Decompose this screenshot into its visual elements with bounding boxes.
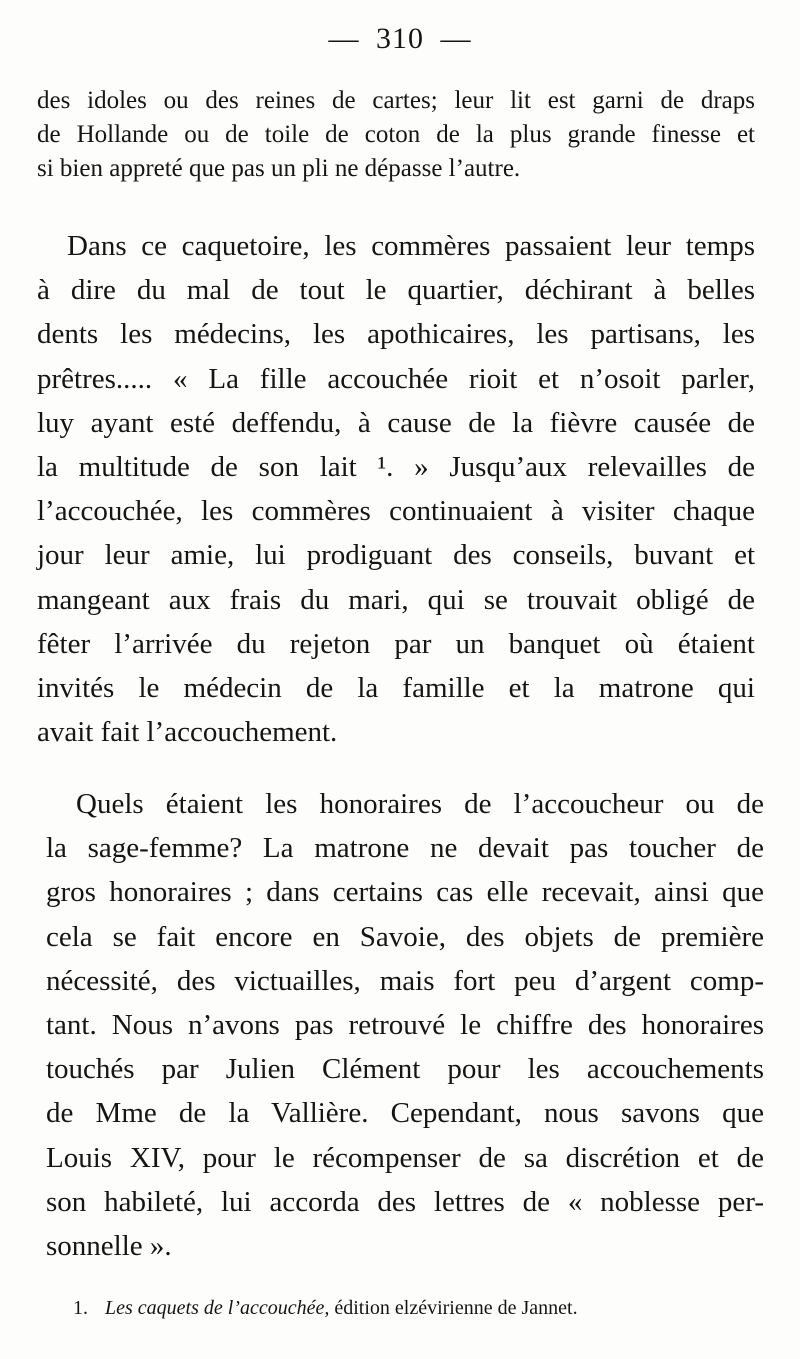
header-dash-right: — bbox=[440, 22, 472, 55]
text-line: mangeant aux frais du mari, qui se trouvait obligé de bbox=[37, 583, 755, 616]
text-line: son habileté, lui accorda des lettres de « noblesse per- bbox=[46, 1185, 764, 1218]
text-line: Quels étaient les honoraires de l’accoucheur ou de bbox=[76, 788, 764, 820]
footnote bbox=[73, 1294, 713, 1322]
paragraph-2 bbox=[37, 224, 755, 754]
text-line: fêter l’arrivée du rejeton par un banquet où étaient bbox=[37, 627, 755, 660]
page-header bbox=[0, 22, 800, 56]
text-line: sonnelle ». bbox=[46, 1230, 172, 1263]
text-line: Louis XIV, pour le récompenser de sa discrétion et de bbox=[46, 1141, 764, 1174]
text-line: tant. Nous n’avons pas retrouvé le chiffre des honoraires bbox=[46, 1009, 764, 1042]
text-line: prêtres..... « La fille accouchée rioit et n’osoit parler, bbox=[37, 362, 755, 395]
text-line: Dans ce caquetoire, les commères passaient leur temps bbox=[67, 230, 755, 262]
text-line: des idoles ou des reines de cartes; leur lit est garni de draps bbox=[37, 87, 755, 114]
text-line: avait fait l’accouchement. bbox=[37, 716, 338, 749]
text-line: invités le médecin de la famille et la matrone qui bbox=[37, 672, 755, 705]
text-line: l’accouchée, les commères continuaient à visiter chaque bbox=[37, 495, 755, 528]
text-line: nécessité, des victuailles, mais fort peu d’argent comp- bbox=[46, 964, 764, 997]
paragraph-1 bbox=[37, 84, 755, 186]
text-line: touchés par Julien Clément pour les accouchements bbox=[46, 1053, 764, 1086]
text-line: la sage-femme? La matrone ne devait pas toucher de bbox=[46, 832, 764, 865]
text-line: si bien appreté que pas un pli ne dépasse l’autre. bbox=[37, 155, 521, 182]
page-number: 310 bbox=[376, 22, 424, 55]
text-line: luy ayant esté deffendu, à cause de la fièvre causée de bbox=[37, 406, 755, 439]
paragraph-3 bbox=[46, 782, 764, 1268]
text-line: jour leur amie, lui prodiguant des conseils, buvant et bbox=[37, 539, 755, 572]
footnote-marker: 1. bbox=[73, 1297, 88, 1319]
footnote-title: Les caquets de l’accouchée, bbox=[105, 1297, 330, 1319]
text-line: dents les médecins, les apothicaires, les partisans, les bbox=[37, 318, 755, 351]
text-line: gros honoraires ; dans certains cas elle recevait, ainsi que bbox=[46, 876, 764, 909]
text-line: à dire du mal de tout le quartier, déchirant à belles bbox=[37, 274, 755, 307]
text-line: de Mme de la Vallière. Cependant, nous savons que bbox=[46, 1097, 764, 1130]
text-line: cela se fait encore en Savoie, des objets de première bbox=[46, 920, 764, 953]
text-line: la multitude de son lait ¹. » Jusqu’aux relevailles de bbox=[37, 451, 755, 484]
text-line: de Hollande ou de toile de coton de la plus grande finesse et bbox=[37, 121, 755, 148]
footnote-text: édition elzévirienne de Jannet. bbox=[334, 1297, 578, 1319]
header-dash-left: — bbox=[328, 22, 360, 55]
